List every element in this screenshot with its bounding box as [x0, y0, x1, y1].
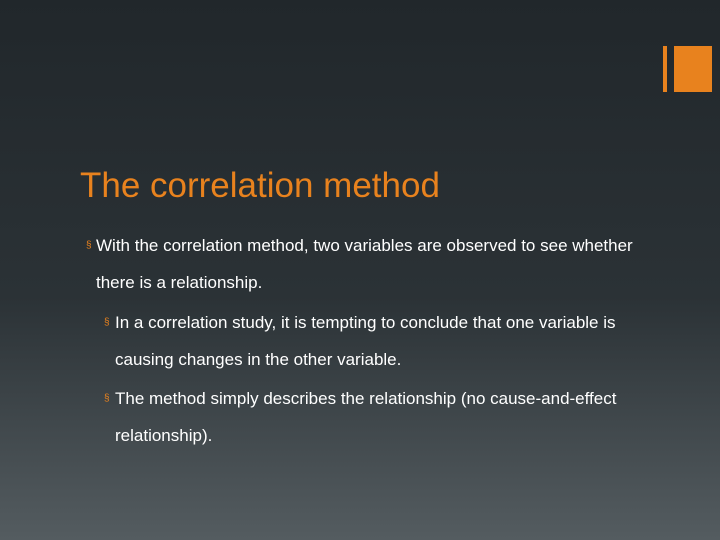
bullet-level2-1	[104, 304, 644, 378]
square-bullet-icon: §	[86, 240, 92, 251]
bullet-level2-2	[104, 380, 644, 454]
square-bullet-icon: §	[104, 393, 110, 404]
bullet-text: In a correlation study, it is tempting to conclude that one variable is causing changes in the other variable.	[115, 313, 616, 369]
bullet-text: The method simply describes the relationship (no cause-and-effect relationship).	[115, 389, 617, 445]
slide-title: The correlation method	[80, 166, 440, 205]
square-bullet-icon: §	[104, 317, 110, 328]
accent-bar-thick	[674, 46, 712, 92]
bullet-level1-1	[86, 227, 646, 301]
bullet-text: With the correlation method, two variables are observed to see whether there is a relationship.	[96, 236, 633, 292]
accent-bar-thin	[663, 46, 667, 92]
